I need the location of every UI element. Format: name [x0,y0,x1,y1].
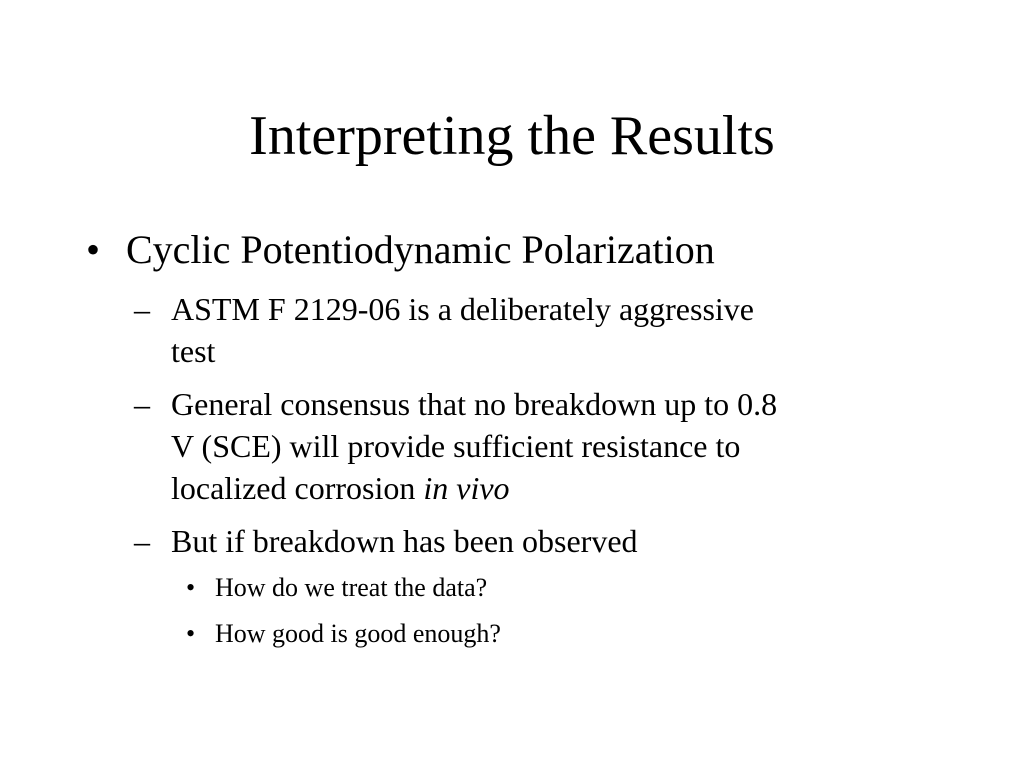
slide-title: Interpreting the Results [249,105,775,167]
text-line: test [171,333,216,369]
text-line: General consensus that no breakdown up to 0.8 [171,386,778,422]
dash-marker: – [134,523,150,559]
dash-marker: – [134,386,150,422]
text-segment: localized corrosion [171,470,424,506]
text-line: ASTM F 2129-06 is a deliberately aggressive [171,291,754,327]
bullet-marker: • [186,573,196,602]
sub-sub-bullet-text: How good is good enough? [215,619,501,648]
sub-bullet-text [171,383,941,509]
text-line [171,467,941,509]
sub-bullet-text [171,288,941,372]
sub-bullet-text [171,520,941,562]
bullet-text: Cyclic Potentiodynamic Polarization [126,227,715,272]
bullet-marker: • [186,619,196,648]
bullet-marker: • [86,227,101,272]
sub-sub-bullet-text: How do we treat the data? [215,573,488,602]
italic-term: in vivo [423,470,510,506]
text-line: V (SCE) will provide sufficient resistance to [171,428,741,464]
dash-marker: – [134,291,150,327]
text-line: But if breakdown has been observed [171,523,638,559]
